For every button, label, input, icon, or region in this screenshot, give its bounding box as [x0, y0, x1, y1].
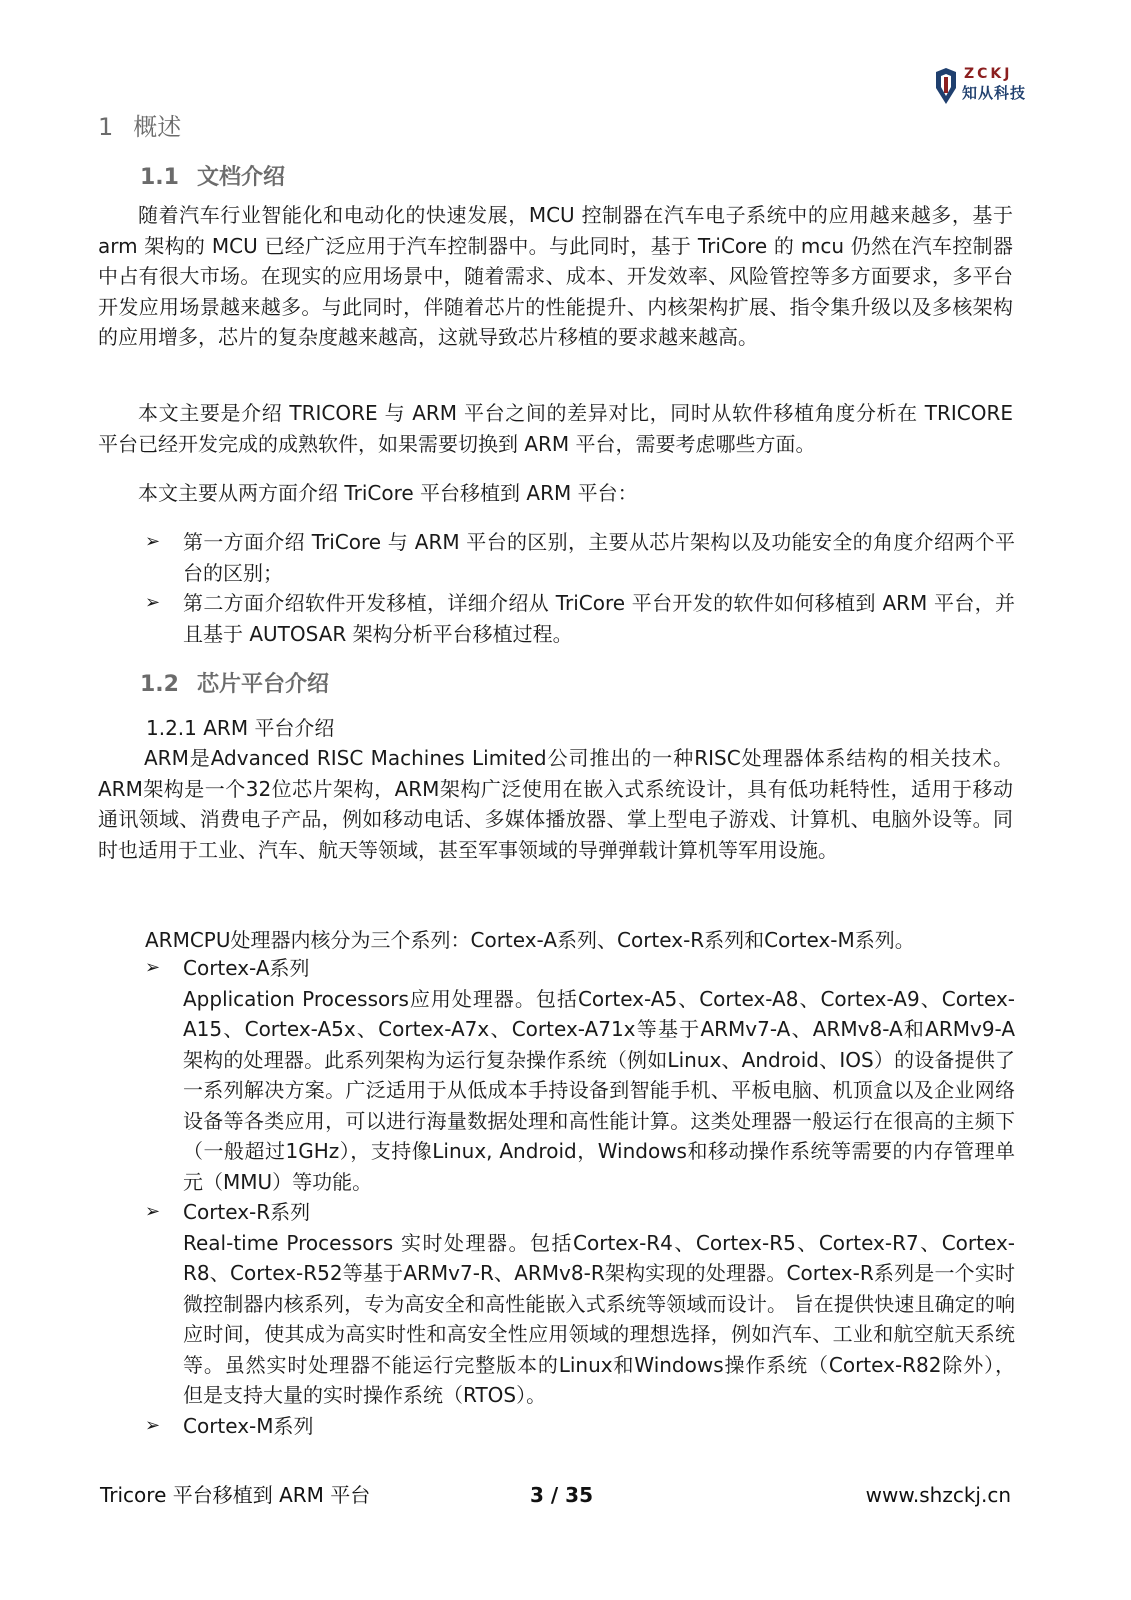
section-1-heading	[98, 112, 181, 142]
section-number: 1	[98, 113, 114, 141]
series-name: Cortex-A系列	[183, 956, 310, 980]
section-1-2-heading	[140, 671, 329, 699]
series-name: Cortex-M系列	[183, 1413, 314, 1438]
series-description: Real-time Processors 实时处理器。包括Cortex-R4、Cortex-R5、Cortex-R7、Cortex-R8、Cortex-R52等基于ARMv7-R、ARMv8-R架构实现的处理器。Cortex-R系列是一个实时微控制器内核系列，专为高安全和高性能嵌入式系统等领域而设计。 旨在提供快速且确定的响应时间，使其成为高实时性和高安全性应用领域的理想选择，例如汽车、工业和航空航天系统等。虽然实时处理器不能运行完整版本的Linux和Windows操作系统（Cortex-R82除外）， 但是支持大量的实时操作系统（RTOS）。	[183, 1230, 1015, 1407]
list-item-text: 第一方面介绍 TriCore 与 ARM 平台的区别，主要从芯片架构以及功能安全的角度介绍两个平台的区别；	[183, 530, 1015, 585]
arrow-bullet-icon: ➢	[145, 957, 161, 978]
section-1-2-1-heading: 1.2.1 ARM 平台介绍	[146, 716, 335, 740]
logo-mark-icon	[934, 68, 958, 104]
section-title: 文档介绍	[196, 165, 285, 190]
arm-series-intro: ARMCPU处理器内核分为三个系列：Cortex-A系列、Cortex-R系列和Cortex-M系列。	[145, 928, 915, 952]
section-title: 概述	[133, 113, 182, 141]
arm-intro-paragraph: ARM是Advanced RISC Machines Limited公司推出的一种RISC处理器体系结构的相关技术。ARM架构是一个32位芯片架构，ARM架构广泛使用在嵌入式系统设计，具有低功耗特性，适用于移动通讯领域、消费电子产品，例如移动电话、多媒体播放器、掌上型电子游戏、计算机、电脑外设等。同时也适用于工业、汽车、航天等领域，甚至军事领域的导弹弹载计算机等军用设施。	[98, 746, 1013, 862]
intro-paragraph-1: 随着汽车行业智能化和电动化的快速发展，MCU 控制器在汽车电子系统中的应用越来越多，基于 arm 架构的 MCU 已经广泛应用于汽车控制器中。与此同时，基于 TriCore 的 mcu 仍然在汽车控制器中占有很大市场。在现实的应用场景中，随着需求、成本、开发效率、风险管控等多方面要求，多平台开发应用场景越来越多。与此同时，伴随着芯片的性能提升、内核架构扩展、指令集升级以及多核架构的应用增多，芯片的复杂度越来越高，这就导致芯片移植的要求越来越高。	[98, 203, 1013, 349]
footer-page-number: 3 / 35	[530, 1483, 593, 1507]
company-logo	[934, 66, 1034, 106]
footer-document-title: Tricore 平台移植到 ARM 平台	[100, 1483, 371, 1507]
intro-paragraph-2: 本文主要是介绍 TRICORE 与 ARM 平台之间的差异对比，同时从软件移植角度分析在 TRICORE 平台已经开发完成的成熟软件，如果需要切换到 ARM 平台，需要考虑哪些方面。	[98, 401, 1013, 456]
list-item	[145, 1411, 1015, 1442]
list-item	[145, 1197, 1015, 1411]
arrow-bullet-icon: ➢	[145, 531, 161, 552]
list-item-text: 第二方面介绍软件开发移植，详细介绍从 TriCore 平台开发的软件如何移植到 ARM 平台，并且基于 AUTOSAR 架构分析平台移植过程。	[183, 591, 1015, 646]
section-number: 1.2	[140, 672, 179, 697]
arrow-bullet-icon: ➢	[145, 592, 161, 613]
section-title: 芯片平台介绍	[196, 672, 329, 697]
section-number: 1.1	[140, 165, 179, 190]
arrow-bullet-icon: ➢	[145, 1201, 161, 1222]
intro-paragraph-3: 本文主要从两方面介绍 TriCore 平台移植到 ARM 平台：	[138, 481, 638, 505]
logo-latin-text: ZCKJ	[964, 66, 1013, 82]
list-item	[145, 527, 1015, 588]
series-name: Cortex-R系列	[183, 1200, 311, 1224]
aspect-list	[145, 527, 1015, 649]
section-1-1-heading	[140, 164, 285, 192]
footer-website: www.shzckj.cn	[865, 1483, 1011, 1507]
logo-chinese-text: 知从科技	[962, 84, 1027, 102]
arrow-bullet-icon: ➢	[145, 1414, 161, 1436]
series-description: Application Processors应用处理器。包括Cortex-A5、Cortex-A8、Cortex-A9、Cortex-A15、Cortex-A5x、Cortex-A7x、Cortex-A71x等基于ARMv7-A、ARMv8-A和ARMv9-A架构的处理器。此系列架构为运行复杂操作系统（例如Linux、Android、IOS）的设备提供了一系列解决方案。广泛适用于从低成本手持设备到智能手机、平板电脑、机顶盒以及企业网络设备等各类应用，可以进行海量数据处理和高性能计算。这类处理器一般运行在很高的主频下（一般超过1GHz），支持像Linux, Android，Windows和移动操作系统等需要的内存管理单元（MMU）等功能。	[183, 986, 1015, 1194]
list-item	[145, 588, 1015, 649]
cortex-series-list	[145, 953, 1015, 1441]
list-item	[145, 953, 1015, 1197]
